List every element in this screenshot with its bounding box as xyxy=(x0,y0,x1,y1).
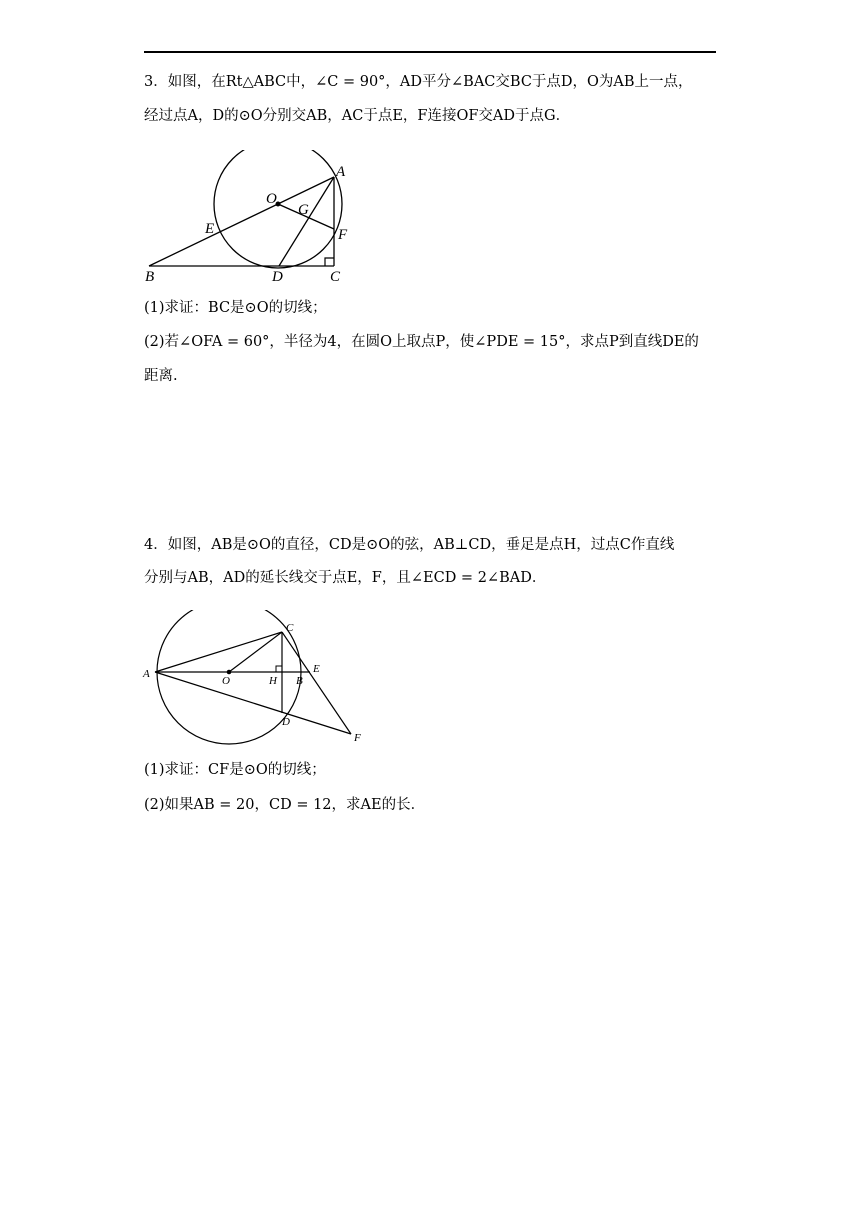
label-e: E xyxy=(313,663,320,675)
segment-ac xyxy=(155,632,282,672)
segment-cf xyxy=(282,632,351,734)
top-rule xyxy=(144,51,716,53)
label-b: B xyxy=(145,269,155,285)
label-a: A xyxy=(143,668,150,680)
label-g: G xyxy=(298,202,309,218)
label-f: F xyxy=(338,227,348,243)
label-o: O xyxy=(266,191,277,207)
label-b: B xyxy=(296,675,303,687)
problem3-statement-line1: 3．如图，在Rt△ABC中，∠C = 90°，AD平分∠BAC交BC于点D，O为AB上一点， xyxy=(144,74,693,90)
problem3-part2-line1: (2)若∠OFA = 60°，半径为4，在圆O上取点P，使∠PDE = 15°，求点P到直线DE的 xyxy=(144,334,699,350)
label-f: F xyxy=(354,732,361,744)
label-o: O xyxy=(222,675,230,687)
problem4-statement-line1: 4．如图，AB是⊙O的直径，CD是⊙O的弦，AB⊥CD，垂足是点H，过点C作直线 xyxy=(144,537,675,553)
problem3-statement-line2: 经过点A，D的⊙O分别交AB，AC于点E，F连接OF交AD于点G． xyxy=(144,108,571,124)
label-a: A xyxy=(336,164,346,180)
problem3-figure xyxy=(140,150,355,286)
segment-oc xyxy=(229,632,282,672)
problem4-statement-line2: 分别与AB，AD的延长线交于点E，F，且∠ECD = 2∠BAD． xyxy=(144,570,547,586)
segment-af xyxy=(155,672,351,734)
label-e: E xyxy=(205,221,215,237)
label-c: C xyxy=(286,622,294,634)
circle-o xyxy=(214,150,342,268)
problem4-figure xyxy=(140,610,370,746)
label-d: D xyxy=(282,716,290,728)
problem4-part2: (2)如果AB = 20，CD = 12，求AE的长． xyxy=(144,797,426,813)
right-angle-mark-c xyxy=(325,258,334,266)
problem4-part1: (1)求证：CF是⊙O的切线； xyxy=(144,762,326,778)
problem3-part2-line2: 距离. xyxy=(144,368,178,384)
center-point-o xyxy=(227,670,232,675)
problem3-part1: (1)求证：BC是⊙O的切线； xyxy=(144,300,327,316)
label-c: C xyxy=(330,269,341,285)
label-h: H xyxy=(269,675,277,687)
right-angle-mark-h xyxy=(276,666,282,672)
label-d: D xyxy=(272,269,283,285)
